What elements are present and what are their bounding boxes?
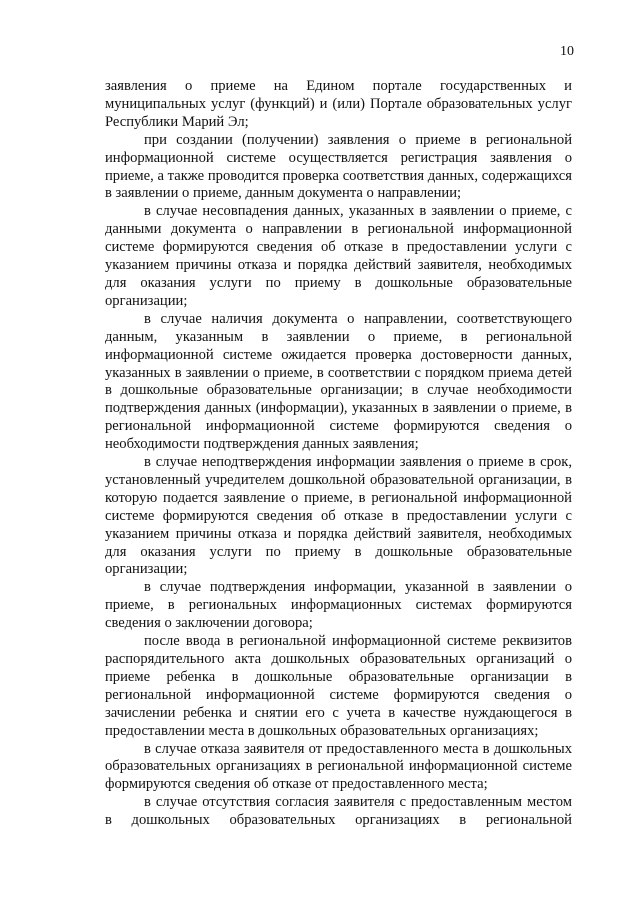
paragraph: при создании (получении) заявления о приеме в региональной информационной системе осуществляется регистрация заявления о приеме, а также проводится проверка соответствия данных, содержащихся в заявлении о приеме, данным документа о направлении; — [105, 131, 572, 202]
paragraph-continuation: заявления о приеме на Едином портале государственных и муниципальных услуг (функций) и (или) Портале образовательных услуг Республики Марий Эл; — [105, 78, 572, 130]
paragraph: в случае наличия документа о направлении, соответствующего данным, указанным в заявлении о приеме, в региональной информационной системе ожидается проверка достоверности данных, указанных в заявлении о приеме, в соответствии с порядком приема детей в дошкольные образовательные организации; в случае необходимости подтверждения данных (информации), указанных в заявлении о приеме, в региональной информационной системе формируются сведения о необходимости подтверждения данных заявления; — [105, 310, 572, 453]
paragraph: в случае несовпадения данных, указанных в заявлении о приеме, с данными документа о направлении в региональной информационной системе формируются сведения об отказе в предоставлении услуги с указанием причины отказа и порядка действий заявителя, необходимых для оказания услуги по приему в дошкольные образовательные организации; — [105, 203, 572, 309]
paragraph: в случае отказа заявителя от предоставленного места в дошкольных образовательных организациях в региональной информационной системе формируются сведения об отказе от предоставленного места; — [105, 740, 572, 793]
paragraph: после ввода в региональной информационной системе реквизитов распорядительного акта дошкольных образовательных организаций о приеме ребенка в дошкольные образовательные организации в региональной информационной системе формируются сведения о зачислении ребенка и снятии его с учета в качестве нуждающегося в предоставлении места в дошкольных образовательных организациях; — [105, 633, 572, 739]
page-number: 10 — [560, 44, 574, 59]
paragraph: в случае подтверждения информации, указанной в заявлении о приеме, в региональных информационных системах формируются сведения о заключении договора; — [105, 579, 572, 632]
paragraph: в случае неподтверждения информации заявления о приеме в срок, установленный учредителем дошкольной образовательной организации, в которую подается заявление о приеме, в региональной информационной системе формируются сведения об отказе в предоставлении услуги с указанием причины отказа и порядка действий заявителя, необходимых для оказания услуги по приему в дошкольные образовательные организации; — [105, 454, 572, 578]
paragraph-cut-off: в случае отсутствия согласия заявителя с предоставленным местом в дошкольных образовательных организациях в региональной — [105, 794, 572, 829]
document-body — [105, 78, 572, 830]
